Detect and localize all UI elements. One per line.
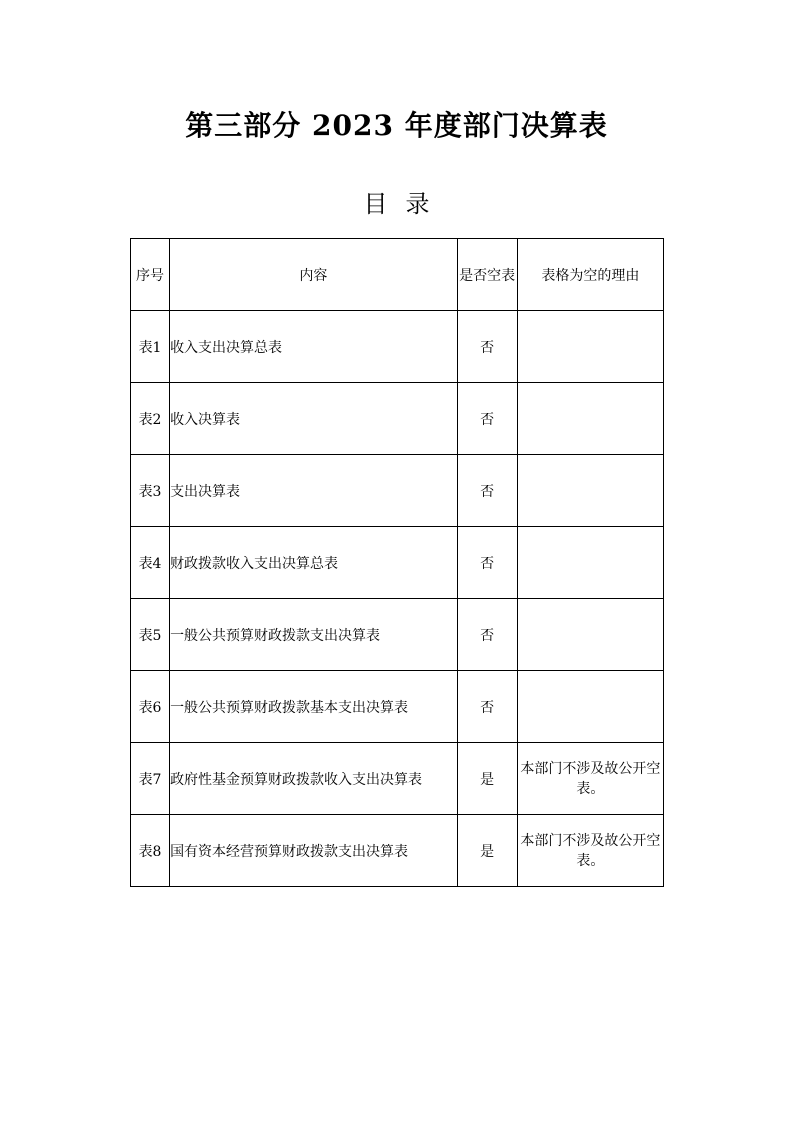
row-reason: [517, 527, 663, 599]
row-content: 一般公共预算财政拨款支出决算表: [170, 599, 458, 671]
table-row: [131, 743, 664, 815]
row-seq: 表7: [131, 743, 170, 815]
table-row: [131, 815, 664, 887]
row-is-empty: 否: [457, 311, 517, 383]
row-content: 支出决算表: [170, 455, 458, 527]
row-seq: 表4: [131, 527, 170, 599]
row-is-empty: 否: [457, 527, 517, 599]
row-is-empty: 否: [457, 599, 517, 671]
row-reason: [517, 383, 663, 455]
row-seq: 表6: [131, 671, 170, 743]
row-seq: 表5: [131, 599, 170, 671]
table-row: [131, 383, 664, 455]
row-seq: 表2: [131, 383, 170, 455]
table-header-row: [131, 239, 664, 311]
row-reason: [517, 455, 663, 527]
table-row: [131, 311, 664, 383]
row-seq: 表3: [131, 455, 170, 527]
row-content: 财政拨款收入支出决算总表: [170, 527, 458, 599]
row-reason: 本部门不涉及故公开空表。: [517, 815, 663, 887]
table-row: [131, 527, 664, 599]
row-reason: 本部门不涉及故公开空表。: [517, 743, 663, 815]
row-is-empty: 是: [457, 743, 517, 815]
row-seq: 表8: [131, 815, 170, 887]
row-content: 国有资本经营预算财政拨款支出决算表: [170, 815, 458, 887]
row-is-empty: 是: [457, 815, 517, 887]
row-content: 一般公共预算财政拨款基本支出决算表: [170, 671, 458, 743]
row-reason: [517, 311, 663, 383]
table-row: [131, 599, 664, 671]
row-is-empty: 否: [457, 455, 517, 527]
row-content: 政府性基金预算财政拨款收入支出决算表: [170, 743, 458, 815]
row-reason: [517, 671, 663, 743]
page-title: 第三部分 2023 年度部门决算表: [185, 109, 608, 142]
toc-heading: 目录: [363, 190, 448, 218]
row-content: 收入决算表: [170, 383, 458, 455]
table-row: [131, 455, 664, 527]
header-seq: 序号: [131, 239, 170, 311]
toc-table: [130, 238, 664, 887]
table-row: [131, 671, 664, 743]
row-seq: 表1: [131, 311, 170, 383]
row-reason: [517, 599, 663, 671]
row-is-empty: 否: [457, 671, 517, 743]
header-is-empty: 是否空表: [457, 239, 517, 311]
row-is-empty: 否: [457, 383, 517, 455]
header-content: 内容: [170, 239, 458, 311]
row-content: 收入支出决算总表: [170, 311, 458, 383]
header-reason: 表格为空的理由: [517, 239, 663, 311]
